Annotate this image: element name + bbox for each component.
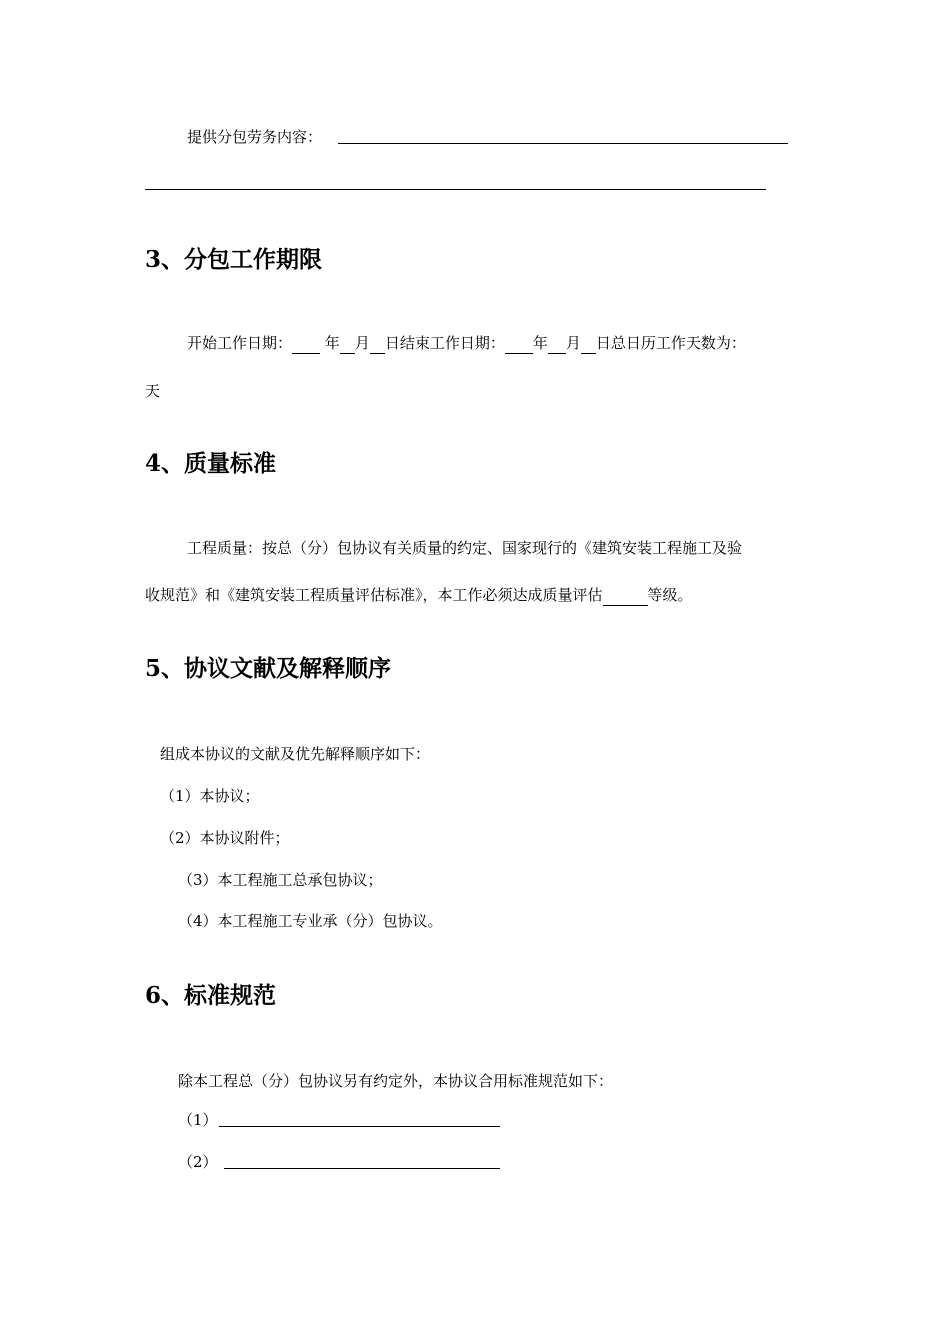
total-days-label: 日总日历工作天数为：	[595, 334, 746, 352]
end-month-blank[interactable]	[548, 333, 566, 354]
labor-content-blank-line-2[interactable]	[145, 189, 766, 190]
start-month-blank[interactable]	[340, 333, 355, 354]
month-label-1: 月	[354, 334, 370, 352]
year-label-1: 年	[324, 334, 340, 352]
section-4-heading: 4、质量标准	[145, 450, 277, 477]
labor-content-label: 提供分包劳务内容：	[187, 128, 323, 146]
section-3-heading: 3、分包工作期限	[145, 246, 323, 273]
work-period-line	[187, 333, 746, 354]
end-date-label: 日结束工作日期：	[384, 334, 505, 352]
standards-item-2-blank[interactable]	[224, 1168, 500, 1169]
labor-content-blank-line-1[interactable]	[338, 143, 788, 144]
standards-intro: 除本工程总（分）包协议另有约定外，本协议合用标准规范如下：	[178, 1072, 614, 1090]
section-5-heading: 5、协议文献及解释顺序	[145, 655, 392, 682]
days-unit: 天	[145, 382, 161, 400]
standards-item-1: （1）	[178, 1111, 218, 1129]
start-date-label: 开始工作日期：	[187, 334, 293, 352]
standards-item-1-blank[interactable]	[219, 1126, 500, 1127]
quality-text-post: 等级。	[647, 586, 693, 604]
end-year-blank[interactable]	[505, 333, 533, 354]
documents-item-2: （2）本协议附件；	[160, 829, 290, 847]
quality-text-line-2	[145, 585, 693, 606]
documents-item-4: （4）本工程施工专业承（分）包协议。	[178, 912, 443, 930]
year-label-2: 年	[532, 334, 548, 352]
quality-text-line-1: 工程质量：按总（分）包协议有关质量的约定、国家现行的《建筑安装工程施工及验	[187, 539, 743, 557]
documents-item-3: （3）本工程施工总承包协议；	[178, 871, 383, 889]
month-label-2: 月	[565, 334, 581, 352]
documents-intro: 组成本协议的文献及优先解释顺序如下：	[160, 745, 431, 763]
start-year-blank[interactable]	[292, 333, 320, 354]
documents-item-1: （1）本协议；	[160, 787, 260, 805]
section-6-heading: 6、标准规范	[145, 982, 277, 1009]
quality-grade-blank[interactable]	[603, 585, 648, 606]
end-day-blank[interactable]	[581, 333, 596, 354]
standards-item-2: （2）	[178, 1153, 218, 1171]
quality-text-pre: 收规范》和《建筑安装工程质量评估标准》，本工作必须达成质量评估	[145, 586, 603, 604]
start-day-blank[interactable]	[370, 333, 385, 354]
